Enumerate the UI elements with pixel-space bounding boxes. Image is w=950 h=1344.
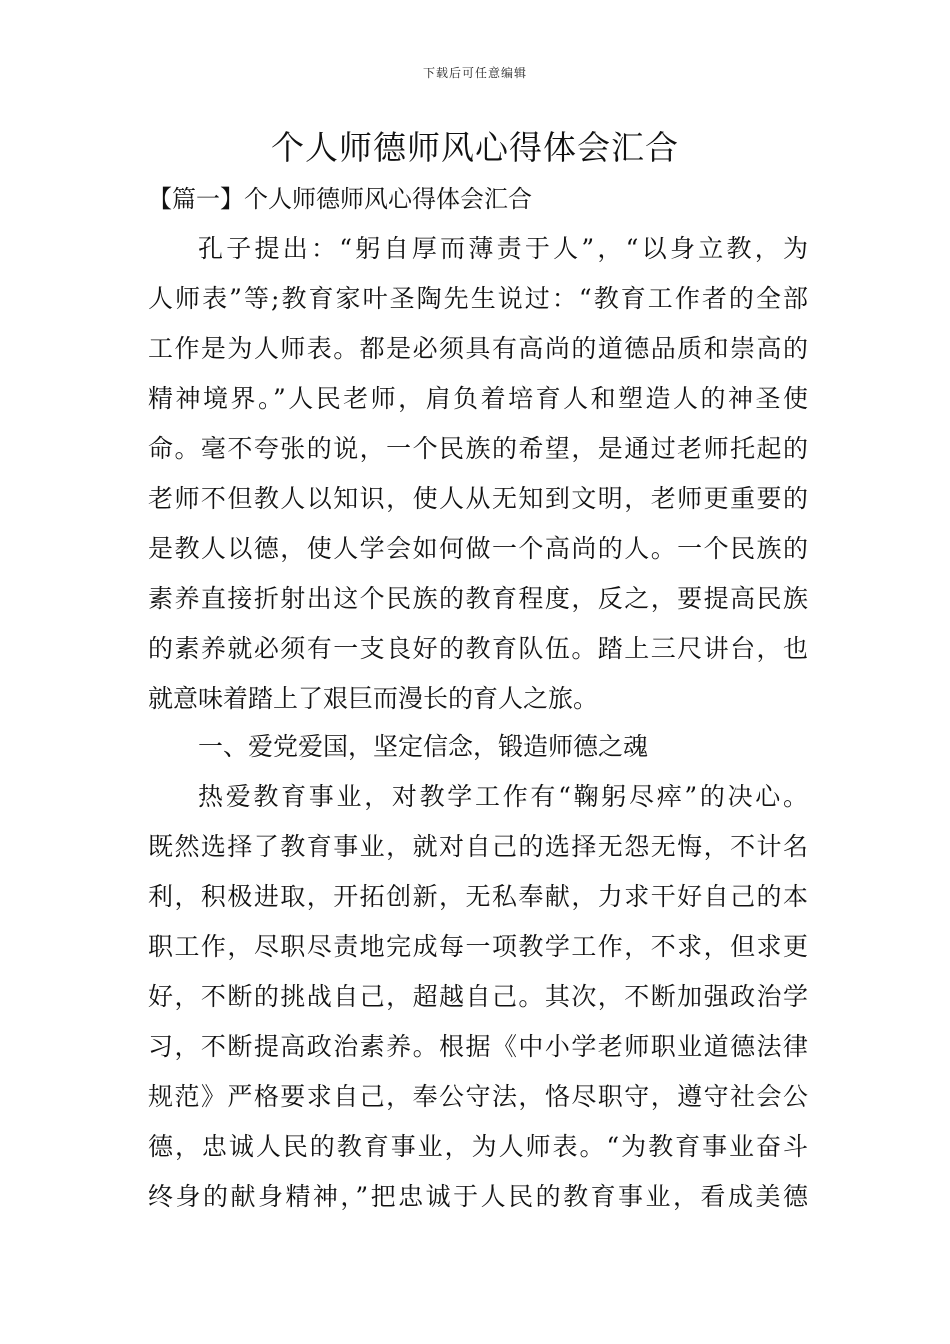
paragraph-line: 老师不但教人以知识，使人从无知到文明，老师更重要的: [148, 484, 808, 513]
paragraph-line: 的素养就必须有一支良好的教育队伍。踏上三尺讲台，也: [148, 634, 808, 663]
subheading-1: [148, 722, 808, 772]
paragraph-2: [148, 772, 808, 1222]
paragraph-line: 素养直接折射出这个民族的教育程度，反之，要提高民族: [148, 584, 808, 613]
paragraph-line: 既然选择了教育事业，就对自己的选择无怨无悔，不计名: [148, 832, 808, 861]
paragraph-line: 工作是为人师表。都是必须具有高尚的道德品质和崇高的: [148, 334, 808, 363]
header-note: 下载后可任意编辑: [422, 66, 527, 80]
section-heading: 【篇一】个人师德师风心得体会汇合: [148, 185, 532, 213]
paragraph-line: 就意味着踏上了艰巨而漫长的育人之旅。: [148, 684, 599, 713]
subheading-line: 一、爱党爱国，坚定信念，锻造师德之魂: [198, 732, 649, 761]
paragraph-line: 德，忠诚人民的教育事业，为人师表。“为教育事业奋斗: [148, 1132, 808, 1161]
paragraph-line: 孔子提出：“躬自厚而薄责于人”，“以身立教，为: [198, 234, 808, 263]
paragraph-line: 终身的献身精神，”把忠诚于人民的教育事业，看成美德: [148, 1182, 808, 1211]
page-title: 个人师德师风心得体会汇合: [271, 128, 679, 167]
paragraph-line: 利，积极进取，开拓创新，无私奉献，力求干好自己的本: [148, 882, 808, 911]
paragraph-line: 好，不断的挑战自己，超越自己。其次，不断加强政治学: [148, 982, 808, 1011]
paragraph-1: [148, 224, 808, 724]
paragraph-line: 习，不断提高政治素养。根据《中小学老师职业道德法律: [148, 1032, 808, 1061]
paragraph-line: 人师表”等;教育家叶圣陶先生说过：“教育工作者的全部: [148, 284, 808, 313]
paragraph-line: 精神境界。”人民老师，肩负着培育人和塑造人的神圣使: [148, 384, 808, 413]
paragraph-line: 是教人以德，使人学会如何做一个高尚的人。一个民族的: [148, 534, 808, 563]
paragraph-line: 规范》严格要求自己，奉公守法，恪尽职守，遵守社会公: [148, 1082, 808, 1111]
paragraph-line: 热爱教育事业，对教学工作有“鞠躬尽瘁”的决心。: [198, 782, 808, 811]
paragraph-line: 命。毫不夸张的说，一个民族的希望，是通过老师托起的: [148, 434, 808, 463]
paragraph-line: 职工作，尽职尽责地完成每一项教学工作，不求，但求更: [148, 932, 808, 961]
